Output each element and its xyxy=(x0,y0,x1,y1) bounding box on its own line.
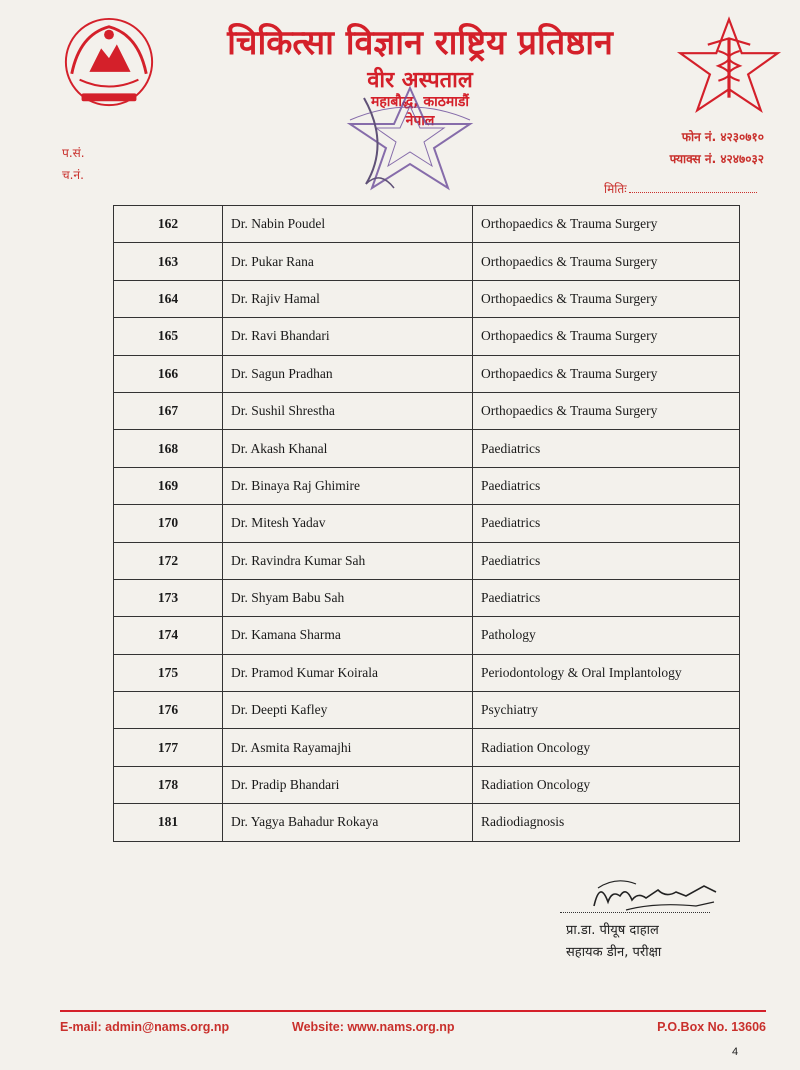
department-cell: Periodontology & Oral Implantology xyxy=(473,654,740,691)
serial-number-cell: 181 xyxy=(114,804,223,841)
department-cell: Pathology xyxy=(473,617,740,654)
serial-number-cell: 177 xyxy=(114,729,223,766)
department-cell: Orthopaedics & Trauma Surgery xyxy=(473,392,740,429)
doctor-name-cell: Dr. Pukar Rana xyxy=(223,243,473,280)
doctor-name-cell: Dr. Sagun Pradhan xyxy=(223,355,473,392)
ref-chn-label: च.नं. xyxy=(62,168,84,182)
table-row xyxy=(114,617,740,654)
department-cell: Paediatrics xyxy=(473,467,740,504)
serial-number-cell: 165 xyxy=(114,318,223,355)
serial-number-cell: 175 xyxy=(114,654,223,691)
nepal-emblem-icon xyxy=(60,14,158,114)
table-row xyxy=(114,467,740,504)
table-row xyxy=(114,318,740,355)
table-row xyxy=(114,804,740,841)
doctor-name-cell: Dr. Yagya Bahadur Rokaya xyxy=(223,804,473,841)
doctor-name-cell: Dr. Nabin Poudel xyxy=(223,206,473,243)
doctors-table xyxy=(113,205,740,842)
institution-star-logo-icon xyxy=(676,14,782,122)
footer-pobox: P.O.Box No. 13606 xyxy=(657,1020,766,1034)
address-line-1: महाबौद्ध, काठमाडौं xyxy=(370,94,470,110)
page-number: 4 xyxy=(732,1046,739,1058)
doctor-name-cell: Dr. Pramod Kumar Koirala xyxy=(223,654,473,691)
department-cell: Psychiatry xyxy=(473,692,740,729)
department-cell: Radiation Oncology xyxy=(473,766,740,803)
address-line-2: नेपाल xyxy=(405,113,435,129)
date-label: मितिः xyxy=(604,182,627,196)
table-row xyxy=(114,654,740,691)
signatory-title: सहायक डीन, परीक्षा xyxy=(566,945,662,960)
department-cell: Orthopaedics & Trauma Surgery xyxy=(473,318,740,355)
department-cell: Paediatrics xyxy=(473,505,740,542)
doctor-name-cell: Dr. Ravi Bhandari xyxy=(223,318,473,355)
serial-number-cell: 166 xyxy=(114,355,223,392)
doctor-name-cell: Dr. Asmita Rayamajhi xyxy=(223,729,473,766)
doctor-name-cell: Dr. Akash Khanal xyxy=(223,430,473,467)
reference-labels xyxy=(62,142,85,186)
table-row xyxy=(114,542,740,579)
date-field xyxy=(604,180,757,197)
serial-number-cell: 170 xyxy=(114,505,223,542)
institution-stamp-icon xyxy=(330,84,490,202)
department-cell: Orthopaedics & Trauma Surgery xyxy=(473,355,740,392)
doctor-name-cell: Dr. Mitesh Yadav xyxy=(223,505,473,542)
department-cell: Radiation Oncology xyxy=(473,729,740,766)
ref-ps-label: प.सं. xyxy=(62,146,85,160)
department-cell: Orthopaedics & Trauma Surgery xyxy=(473,243,740,280)
phone-number: फोन नं. ४२३०७१० xyxy=(681,130,764,144)
table-row xyxy=(114,392,740,429)
handwritten-signature-icon xyxy=(586,872,726,916)
serial-number-cell: 163 xyxy=(114,243,223,280)
table-row xyxy=(114,355,740,392)
table-row xyxy=(114,243,740,280)
signature-dotted-line xyxy=(560,912,710,913)
signatory-name: प्रा.डा. पीयूष दाहाल xyxy=(566,923,659,938)
doctor-name-cell: Dr. Deepti Kafley xyxy=(223,692,473,729)
serial-number-cell: 172 xyxy=(114,542,223,579)
footer-email: E-mail: admin@nams.org.np xyxy=(60,1020,230,1034)
table-row xyxy=(114,579,740,616)
serial-number-cell: 169 xyxy=(114,467,223,504)
table-row xyxy=(114,206,740,243)
serial-number-cell: 178 xyxy=(114,766,223,803)
serial-number-cell: 173 xyxy=(114,579,223,616)
serial-number-cell: 174 xyxy=(114,617,223,654)
table-row xyxy=(114,729,740,766)
table-row xyxy=(114,692,740,729)
footer-website: Website: www.nams.org.np xyxy=(292,1020,455,1034)
doctor-name-cell: Dr. Ravindra Kumar Sah xyxy=(223,542,473,579)
table-row xyxy=(114,280,740,317)
serial-number-cell: 168 xyxy=(114,430,223,467)
doctor-name-cell: Dr. Kamana Sharma xyxy=(223,617,473,654)
table-row xyxy=(114,430,740,467)
doctors-table-body xyxy=(114,206,740,842)
table-row xyxy=(114,505,740,542)
institution-title: चिकित्सा विज्ञान राष्ट्रिय प्रतिष्ठान xyxy=(227,23,613,63)
hospital-name: वीर अस्पताल xyxy=(367,68,473,93)
doctor-name-cell: Dr. Binaya Raj Ghimire xyxy=(223,467,473,504)
department-cell: Radiodiagnosis xyxy=(473,804,740,841)
department-cell: Paediatrics xyxy=(473,430,740,467)
doctor-name-cell: Dr. Sushil Shrestha xyxy=(223,392,473,429)
table-row xyxy=(114,766,740,803)
doctor-name-cell: Dr. Rajiv Hamal xyxy=(223,280,473,317)
doctor-name-cell: Dr. Pradip Bhandari xyxy=(223,766,473,803)
serial-number-cell: 167 xyxy=(114,392,223,429)
doctor-name-cell: Dr. Shyam Babu Sah xyxy=(223,579,473,616)
contact-info xyxy=(670,126,764,170)
serial-number-cell: 176 xyxy=(114,692,223,729)
signatory-block xyxy=(566,920,661,964)
fax-number: फ्याक्स नं. ४२४७०३२ xyxy=(669,152,764,166)
date-dotted-line xyxy=(629,182,757,193)
department-cell: Paediatrics xyxy=(473,542,740,579)
department-cell: Orthopaedics & Trauma Surgery xyxy=(473,206,740,243)
serial-number-cell: 164 xyxy=(114,280,223,317)
serial-number-cell: 162 xyxy=(114,206,223,243)
department-cell: Paediatrics xyxy=(473,579,740,616)
footer-divider xyxy=(60,1010,766,1012)
department-cell: Orthopaedics & Trauma Surgery xyxy=(473,280,740,317)
